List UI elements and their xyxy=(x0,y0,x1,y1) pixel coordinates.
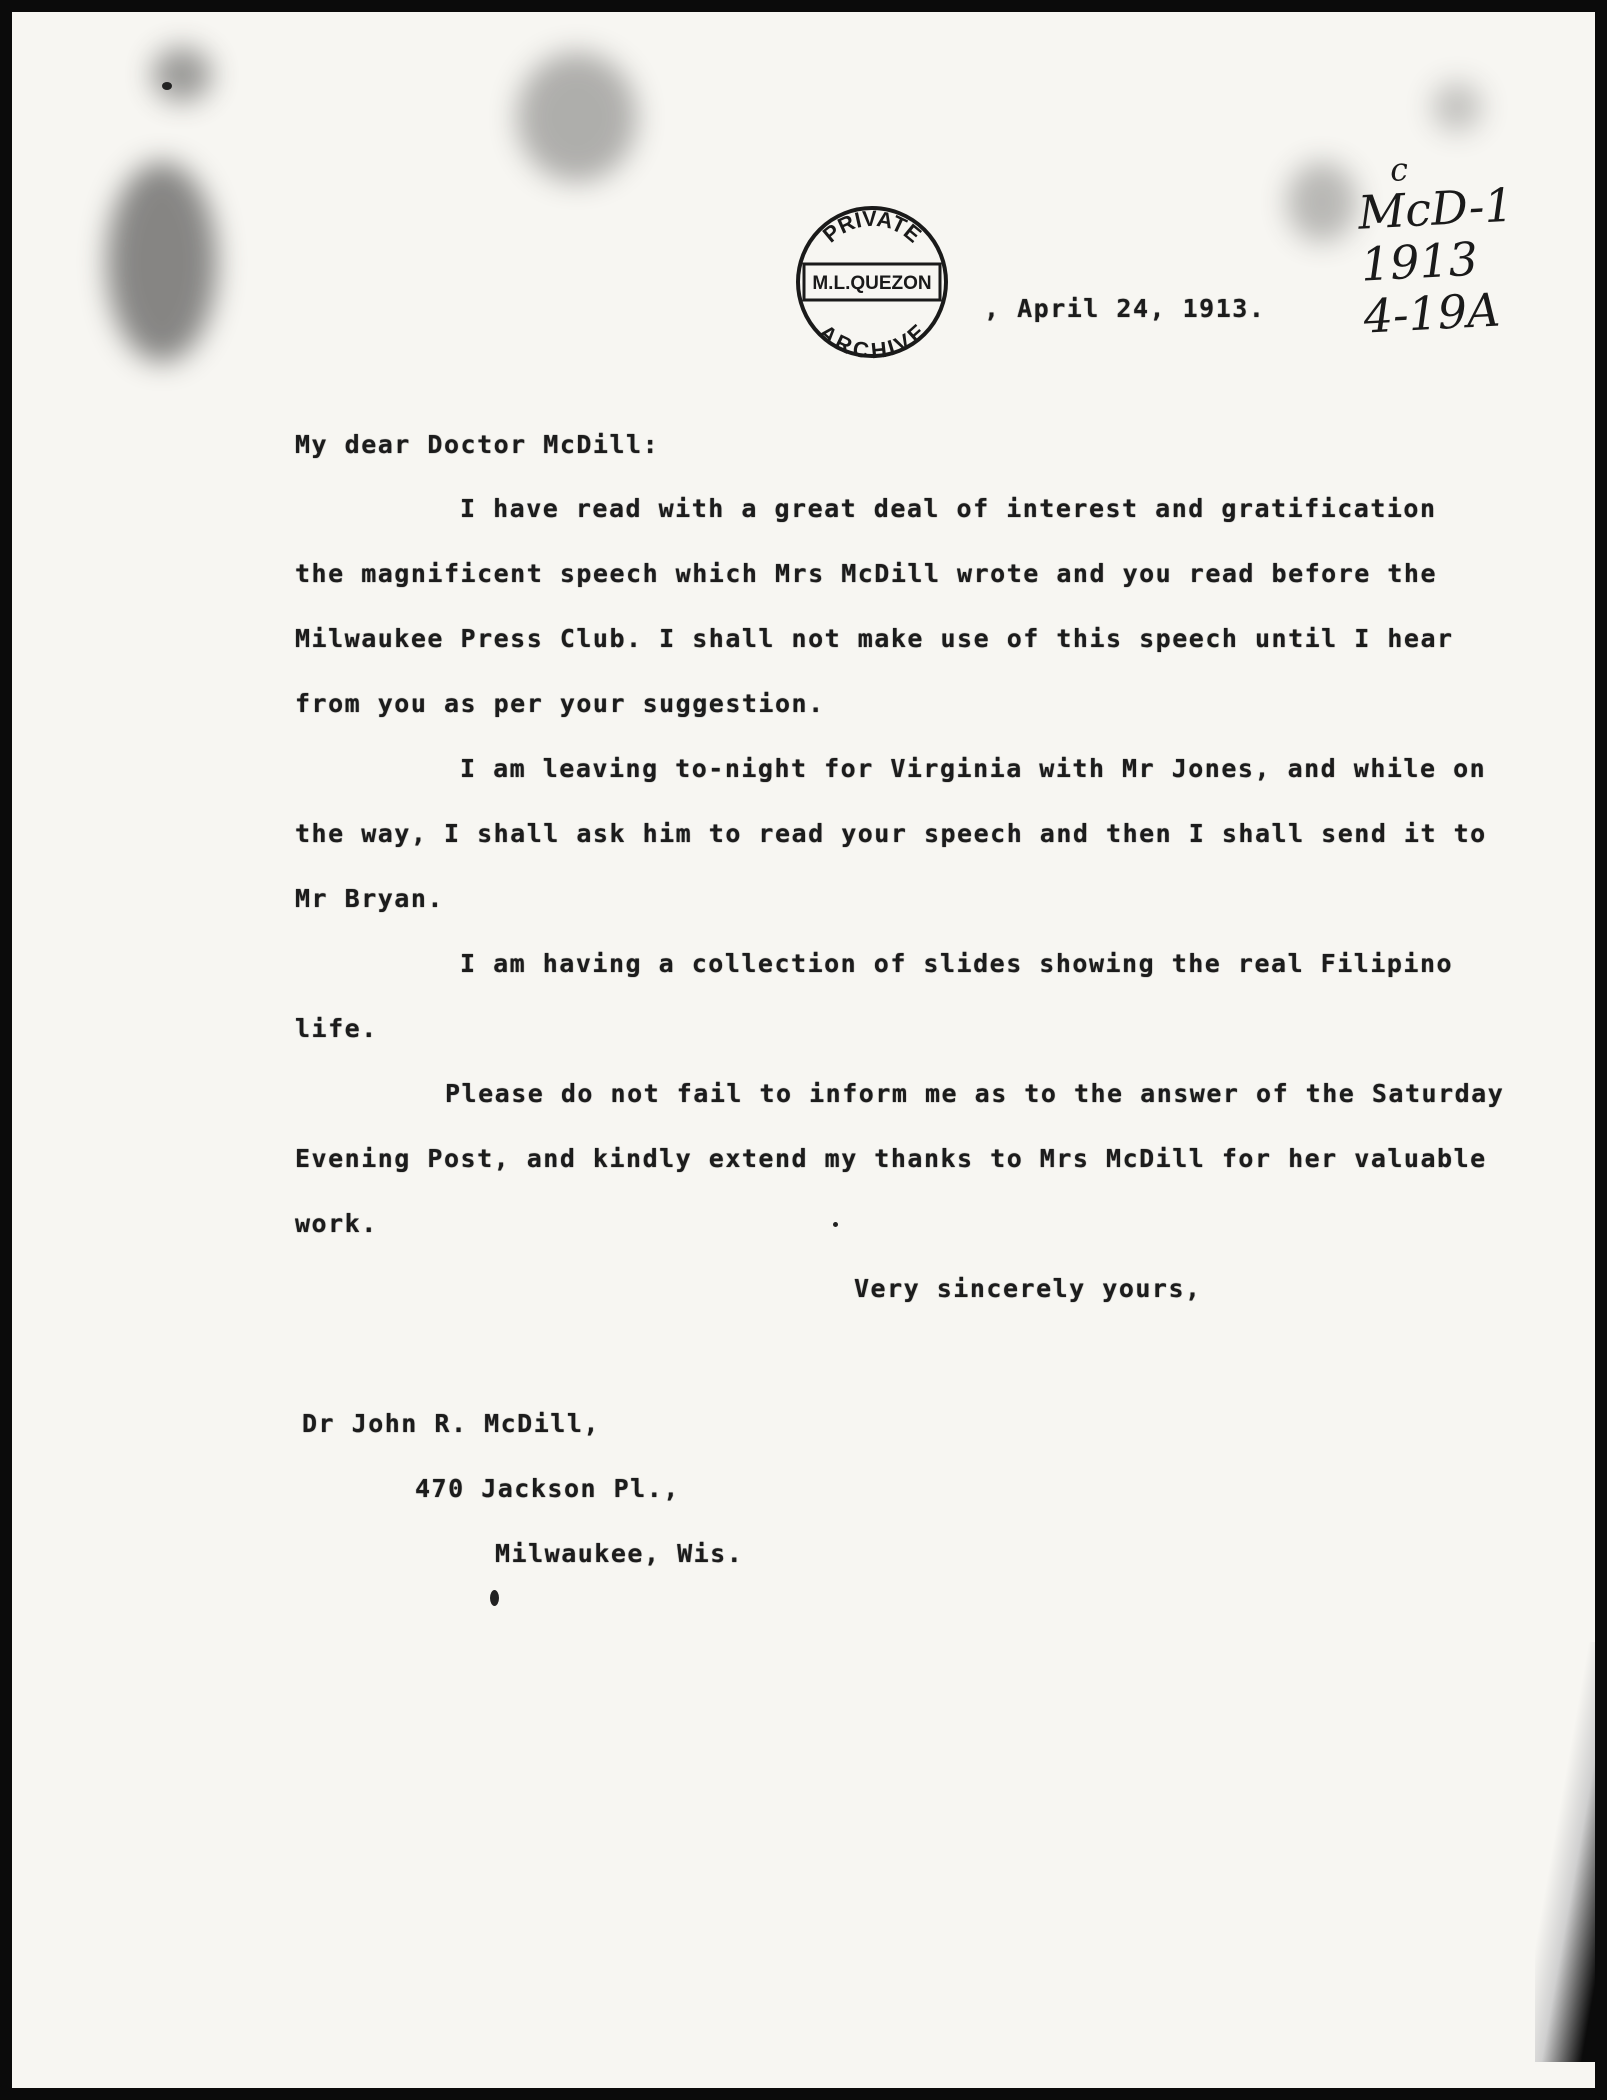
closing: Very sincerely yours, xyxy=(854,1274,1202,1303)
body-line: the way, I shall ask him to read your speech and then I shall send it to xyxy=(295,819,1487,848)
letter-page xyxy=(12,12,1595,2088)
stamp-top-text: PRIVATE xyxy=(817,205,927,248)
ink-smudge xyxy=(517,52,637,182)
ink-smudge xyxy=(1432,82,1482,132)
ink-speck xyxy=(162,82,172,90)
svg-text:ARCHIVE xyxy=(814,319,930,360)
address-line: 470 Jackson Pl., xyxy=(415,1474,680,1503)
salutation: My dear Doctor McDill: xyxy=(295,430,660,459)
svg-text:PRIVATE xyxy=(818,206,926,248)
body-line: Mr Bryan. xyxy=(295,884,444,913)
body-line: I have read with a great deal of interest and gratification xyxy=(460,494,1437,523)
body-line: from you as per your suggestion. xyxy=(295,689,825,718)
ink-speck xyxy=(490,1590,499,1606)
handnote-line: 4-19A xyxy=(1362,282,1502,344)
handnote-line: McD-1 xyxy=(1356,177,1515,240)
ink-speck xyxy=(833,1222,838,1227)
body-line: I am leaving to-night for Virginia with Mr Jones, and while on xyxy=(460,754,1487,783)
body-line: work. xyxy=(295,1209,378,1238)
handnote-line: c xyxy=(1389,150,1409,190)
quezon-archive-stamp xyxy=(794,204,950,360)
ink-smudge xyxy=(107,162,217,362)
stamp-center-text: M.L.QUEZON xyxy=(812,273,932,294)
body-line: Please do not fail to inform me as to the answer of the Saturday xyxy=(445,1079,1505,1108)
address-line: Dr John R. McDill, xyxy=(302,1409,600,1438)
page-fold-edge xyxy=(1535,1642,1595,2062)
handwritten-file-note xyxy=(1355,147,1544,342)
date-line: , April 24, 1913. xyxy=(984,294,1266,323)
body-line: life. xyxy=(295,1014,378,1043)
address-line: Milwaukee, Wis. xyxy=(495,1539,744,1568)
ink-smudge xyxy=(1287,162,1357,242)
body-line: Evening Post, and kindly extend my thanks to Mrs McDill for her valuable xyxy=(295,1144,1487,1173)
body-line: I am having a collection of slides showing the real Filipino xyxy=(460,949,1454,978)
stamp-bottom-text: ARCHIVE xyxy=(814,319,931,360)
body-line: Milwaukee Press Club. I shall not make use of this speech until I hear xyxy=(295,624,1454,653)
body-line: the magnificent speech which Mrs McDill wrote and you read before the xyxy=(295,559,1438,588)
ink-smudge xyxy=(152,47,212,102)
handnote-line: 1913 xyxy=(1359,231,1480,292)
